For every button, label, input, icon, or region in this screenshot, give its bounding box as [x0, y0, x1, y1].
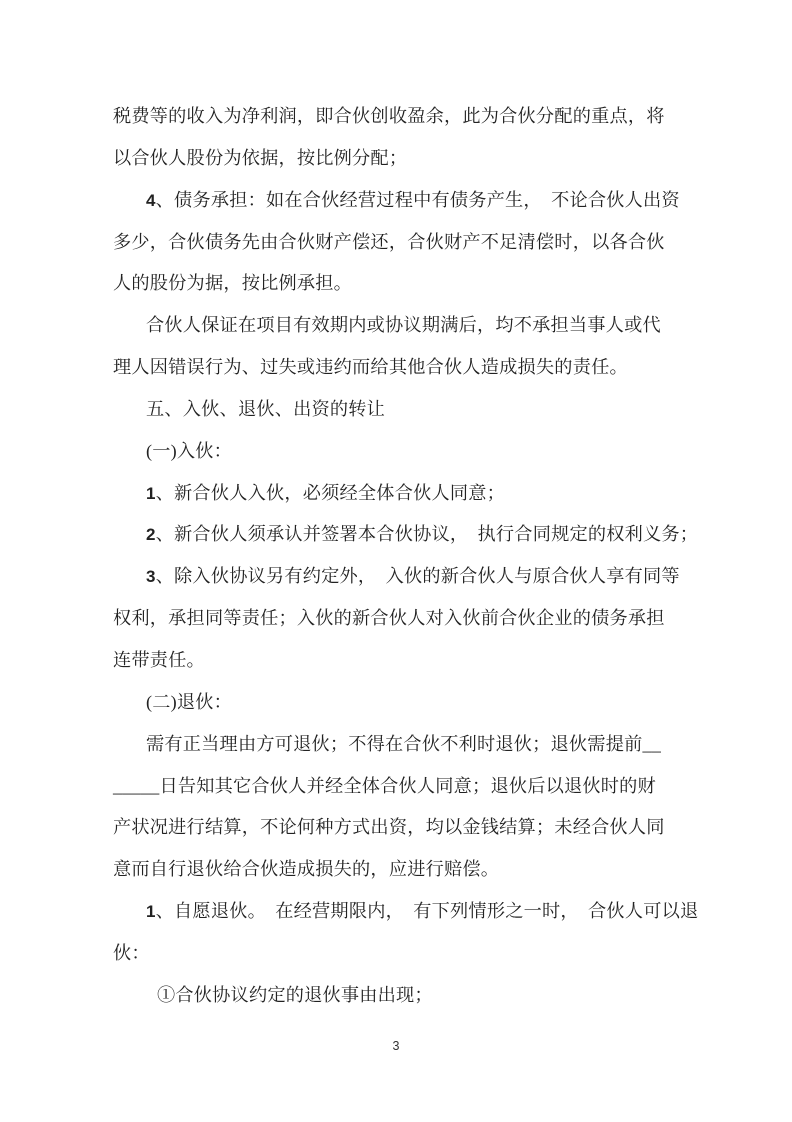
line-text: 合伙人保证在项目有效期内或协议期满后，均不承担当事人或代	[146, 315, 661, 336]
line-text: 以合伙人股份为依据，按比例分配；	[113, 147, 408, 168]
list-number: 3	[146, 567, 156, 587]
document-line	[113, 473, 693, 515]
list-number: 1	[146, 483, 156, 503]
document-line	[113, 138, 693, 180]
line-text: 人的股份为据，按比例承担。	[113, 273, 353, 294]
line-text: 五、入伙、退伙、出资的转让	[146, 398, 386, 419]
document-line	[113, 96, 693, 138]
line-text: (一)入伙：	[146, 440, 233, 461]
line-text: 、债务承担：如在合伙经营过程中有债务产生， 不论合伙人出资	[155, 189, 680, 210]
line-text: 意而自行退伙给合伙造成损失的，应进行赔偿。	[113, 859, 500, 880]
line-text: 税费等的收入为净利润，即合伙创收盈余，此为合伙分配的重点，将	[113, 106, 665, 126]
list-number: 1	[146, 902, 156, 922]
document-line	[113, 807, 693, 849]
document-body	[113, 96, 699, 1017]
document-line	[113, 849, 693, 891]
line-text: _____日告知其它合伙人并经全体合伙人同意；退伙后以退伙时的财	[113, 775, 656, 796]
line-text: 产状况进行结算，不论何种方式出资，均以金钱结算；未经合伙人同	[113, 817, 665, 838]
document-line	[113, 766, 693, 808]
line-text: (二)退伙：	[146, 691, 233, 712]
document-line	[113, 975, 693, 1017]
document-line	[113, 263, 693, 305]
document-line	[113, 640, 693, 682]
line-text: 、新合伙人须承认并签署本合伙协议， 执行合同规定的权利义务；	[155, 524, 699, 545]
list-number: 2	[146, 525, 156, 545]
line-text: 需有正当理由方可退伙；不得在合伙不利时退伙；退伙需提前__	[146, 733, 662, 754]
line-text: 、新合伙人入伙，必须经全体合伙人同意；	[155, 482, 506, 503]
list-number: 4	[146, 190, 156, 210]
document-line	[113, 431, 693, 473]
document-line	[113, 891, 699, 933]
document-line	[113, 724, 693, 766]
document-line	[113, 598, 693, 640]
document-line	[113, 347, 693, 389]
line-text: 、自愿退伙。 在经营期限内， 有下列情形之一时， 合伙人可以退	[155, 901, 699, 922]
document-line	[113, 389, 693, 431]
document-line	[113, 933, 693, 975]
line-text: 多少，合伙债务先由合伙财产偿还，合伙财产不足清偿时，以各合伙	[113, 231, 665, 252]
line-text: ①合伙协议约定的退伙事由出现；	[157, 984, 433, 1005]
document-line	[113, 682, 693, 724]
document-line	[113, 514, 699, 556]
document-line	[113, 180, 693, 222]
line-text: 连带责任。	[113, 649, 205, 670]
line-text: 权利，承担同等责任；入伙的新合伙人对入伙前合伙企业的债务承担	[113, 608, 665, 629]
document-line	[113, 222, 693, 264]
document-line	[113, 305, 693, 347]
line-text: 、除入伙协议另有约定外， 入伙的新合伙人与原合伙人享有同等	[155, 566, 680, 587]
line-text: 伙：	[113, 942, 150, 963]
page-number: 3	[392, 1039, 400, 1053]
line-text: 理人因错误行为、过失或违约而给其他合伙人造成损失的责任。	[113, 357, 628, 378]
document-line	[113, 556, 693, 598]
